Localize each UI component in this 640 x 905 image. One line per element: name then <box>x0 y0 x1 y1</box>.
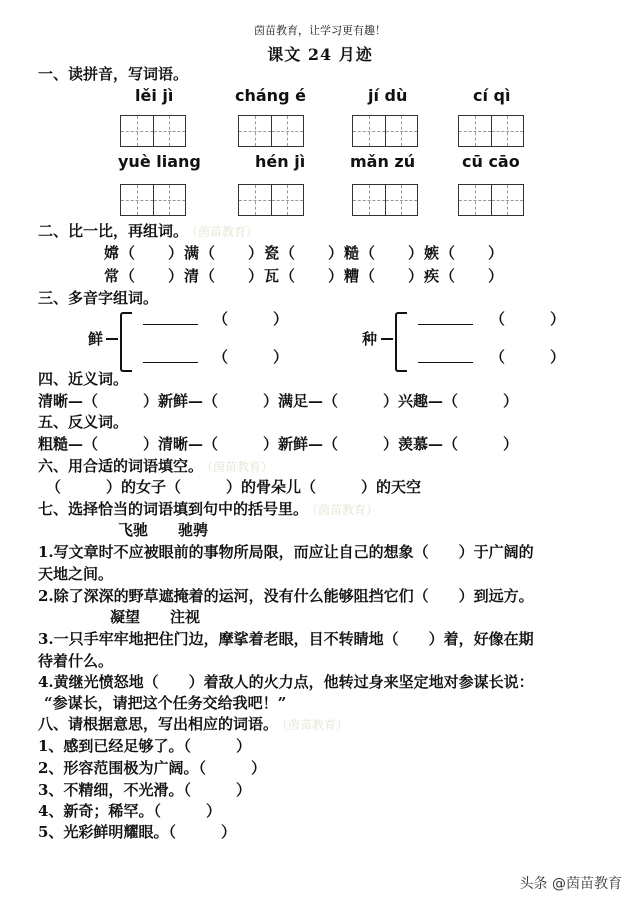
synonyms-row: 清晰—（ ）新鲜—（ ）满足—（ ）兴趣—（ ） <box>38 392 519 410</box>
question-1-line-2: 天地之间。 <box>38 565 114 583</box>
paren-2b: （ ） <box>490 348 566 366</box>
section-7-heading: 七、选择恰当的词语填到句中的括号里。 （茵苗教育） <box>38 500 379 518</box>
brace-2 <box>395 312 407 372</box>
section-4-heading: 四、近义词。 <box>38 370 129 388</box>
section-3-heading: 三、多音字组词。 <box>38 289 159 307</box>
pinyin-1: lěi jì <box>135 86 174 105</box>
paren-1a: （ ） <box>213 310 289 328</box>
watermark: （茵苗教育） <box>207 460 274 474</box>
section-8-heading: 八、请根据意思，写出相应的词语。 （茵苗教育） <box>38 715 349 733</box>
blank-1b[interactable] <box>143 362 198 363</box>
section-5-heading: 五、反义词。 <box>38 413 129 431</box>
brace-1 <box>120 312 132 372</box>
paren-1b: （ ） <box>213 348 289 366</box>
brace-tick-1 <box>106 338 118 340</box>
question-2: 2.除了深深的野草遮掩着的运河，没有什么能够阻挡它们（ ）到远方。 <box>38 587 534 605</box>
meaning-1: 1、感到已经足够了。（ ） <box>38 737 251 755</box>
polyphonic-char-1: 鲜 <box>88 330 104 348</box>
meaning-2: 2、形容范围极为广阔。（ ） <box>38 759 266 777</box>
meaning-4: 4、新奇；稀罕。（ ） <box>38 802 221 820</box>
blank-2a[interactable] <box>418 324 473 325</box>
writing-grid-8[interactable] <box>458 184 524 216</box>
blank-2b[interactable] <box>418 362 473 363</box>
meaning-5: 5、光彩鲜明耀眼。（ ） <box>38 823 236 841</box>
question-3-line-1: 3.一只手牢牢地把住门边，摩挲着老眼，目不转睛地（ ）着，好像在期 <box>38 630 534 648</box>
section-6-heading: 六、用合适的词语填空。 （茵苗教育） <box>38 457 274 475</box>
watermark: （茵苗教育） <box>312 503 379 517</box>
question-3-line-2: 待着什么。 <box>38 652 114 670</box>
writing-grid-2[interactable] <box>238 115 304 147</box>
pinyin-8: cū cāo <box>462 152 520 171</box>
compare-row-1: 嫦（ ）满（ ）瓷（ ）糙（ ）嫉（ ） <box>104 244 505 262</box>
compare-row-2: 常（ ）清（ ）瓦（ ）糟（ ）疾（ ） <box>104 267 505 285</box>
watermark: （茵苗教育） <box>192 225 259 239</box>
blank-1a[interactable] <box>143 324 198 325</box>
polyphonic-char-2: 种 <box>362 330 378 348</box>
pinyin-4: cí qì <box>473 86 511 105</box>
watermark: （茵苗教育） <box>282 718 349 732</box>
writing-grid-5[interactable] <box>120 184 186 216</box>
writing-grid-6[interactable] <box>238 184 304 216</box>
fill-row: （ ）的女子（ ）的骨朵儿（ ）的天空 <box>46 478 422 496</box>
pinyin-3: jí dù <box>368 86 408 105</box>
writing-grid-7[interactable] <box>352 184 418 216</box>
word-choices-1: 飞驰 驰骋 <box>118 521 209 539</box>
page-title: 课文 24 月迹 <box>267 45 373 64</box>
question-4-line-1: 4.黄继光愤怒地（ ）着敌人的火力点，他转过身来坚定地对参谋长说： <box>38 673 534 691</box>
writing-grid-4[interactable] <box>458 115 524 147</box>
brace-tick-2 <box>381 338 393 340</box>
page-header: 茵苗教育，让学习更有趣！ <box>254 24 386 37</box>
writing-grid-1[interactable] <box>120 115 186 147</box>
question-1-line-1: 1.写文章时不应被眼前的事物所局限，而应让自己的想象（ ）于广阔的 <box>38 543 534 561</box>
writing-grid-3[interactable] <box>352 115 418 147</box>
word-choices-2: 凝望 注视 <box>110 608 201 626</box>
pinyin-5: yuè liang <box>118 152 201 171</box>
question-4-line-2: “参谋长，请把这个任务交给我吧！” <box>44 694 287 712</box>
pinyin-7: mǎn zú <box>350 152 416 171</box>
antonyms-row: 粗糙—（ ）清晰—（ ）新鲜—（ ）羡慕—（ ） <box>38 435 519 453</box>
section-2-heading: 二、比一比，再组词。 （茵苗教育） <box>38 222 259 240</box>
section-1-heading: 一、读拼音，写词语。 <box>38 65 189 83</box>
meaning-3: 3、不精细，不光滑。（ ） <box>38 781 251 799</box>
footer-attribution: 头条 @茵苗教育 <box>519 876 622 892</box>
pinyin-2: cháng é <box>235 86 306 105</box>
pinyin-6: hén jì <box>255 152 306 171</box>
paren-2a: （ ） <box>490 310 566 328</box>
